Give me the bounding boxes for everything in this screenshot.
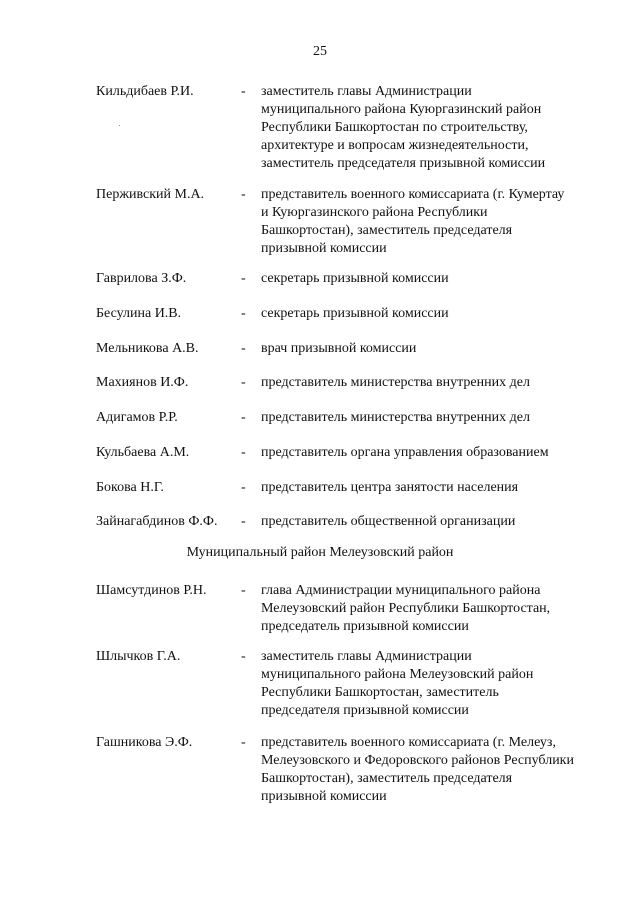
member-name: Гаврилова З.Ф.	[96, 271, 187, 286]
member-role	[261, 409, 611, 427]
member-role	[261, 513, 611, 531]
dash-separator: -	[241, 410, 246, 425]
role-line: представитель общественной организации	[261, 514, 516, 529]
member-role	[261, 270, 611, 288]
role-line: муниципального района Куюргазинский район	[261, 102, 542, 117]
role-line: врач призывной комиссии	[261, 341, 417, 356]
member-role	[261, 479, 611, 497]
member-role	[261, 582, 611, 636]
role-line: представитель военного комиссариата (г. Кумертау	[261, 187, 565, 202]
dash-separator: -	[241, 735, 246, 750]
member-role	[261, 305, 611, 323]
dash-separator: -	[241, 445, 246, 460]
dash-separator: -	[241, 480, 246, 495]
member-name: Шлычков Г.А.	[96, 649, 181, 664]
member-name: Бокова Н.Г.	[96, 480, 164, 495]
dash-separator: -	[241, 514, 246, 529]
member-role	[261, 340, 611, 358]
role-line: Башкортостан), заместитель председателя	[261, 771, 513, 786]
role-line: муниципального района Мелеузовский район	[261, 667, 534, 682]
role-line: представитель центра занятости населения	[261, 480, 519, 495]
role-line: председатель призывной комиссии	[261, 619, 469, 634]
role-line: Республики Башкортостан по строительству,	[261, 120, 528, 135]
member-name: Мельникова А.В.	[96, 341, 199, 356]
scan-speck	[119, 125, 120, 126]
dash-separator: -	[241, 341, 246, 356]
role-line: Мелеузовского и Федоровского районов Республики	[261, 753, 574, 768]
dash-separator: -	[241, 271, 246, 286]
dash-separator: -	[241, 84, 246, 99]
role-line: призывной комиссии	[261, 789, 387, 804]
role-line: заместитель председателя призывной комиссии	[261, 156, 546, 171]
role-line: заместитель главы Администрации	[261, 84, 472, 99]
member-name: Адигамов Р.Р.	[96, 410, 178, 425]
member-role	[261, 186, 611, 258]
role-line: представитель министерства внутренних дел	[261, 410, 530, 425]
member-role	[261, 83, 611, 173]
role-line: представитель органа управления образованием	[261, 445, 549, 460]
dash-separator: -	[241, 583, 246, 598]
section-heading: Муниципальный район Мелеузовский район	[186, 545, 454, 560]
page-number: 25	[313, 44, 327, 59]
member-role	[261, 648, 611, 720]
dash-separator: -	[241, 649, 246, 664]
role-line: Башкортостан), заместитель председателя	[261, 223, 513, 238]
role-line: и Куюргазинского района Республики	[261, 205, 488, 220]
role-line: архитектуре и вопросам жизнедеятельности,	[261, 138, 529, 153]
member-role	[261, 374, 611, 392]
member-name: Кильдибаев Р.И.	[96, 84, 194, 99]
dash-separator: -	[241, 306, 246, 321]
member-name: Зайнагабдинов Ф.Ф.	[96, 514, 218, 529]
member-name: Перживский М.А.	[96, 187, 205, 202]
role-line: представитель министерства внутренних дел	[261, 375, 530, 390]
role-line: секретарь призывной комиссии	[261, 271, 449, 286]
member-name: Кульбаева А.М.	[96, 445, 190, 460]
role-line: председателя призывной комиссии	[261, 703, 469, 718]
role-line: Мелеузовский район Республики Башкортостан,	[261, 601, 551, 616]
member-name: Махиянов И.Ф.	[96, 375, 189, 390]
member-name: Шамсутдинов Р.Н.	[96, 583, 207, 598]
member-role	[261, 444, 611, 462]
role-line: призывной комиссии	[261, 241, 387, 256]
role-line: представитель военного комиссариата (г. Мелеуз,	[261, 735, 556, 750]
dash-separator: -	[241, 375, 246, 390]
role-line: глава Администрации муниципального района	[261, 583, 541, 598]
role-line: секретарь призывной комиссии	[261, 306, 449, 321]
role-line: Республики Башкортостан, заместитель	[261, 685, 499, 700]
role-line: заместитель главы Администрации	[261, 649, 472, 664]
member-name: Гашникова Э.Ф.	[96, 735, 193, 750]
dash-separator: -	[241, 187, 246, 202]
member-role	[261, 734, 611, 806]
member-name: Бесулина И.В.	[96, 306, 182, 321]
